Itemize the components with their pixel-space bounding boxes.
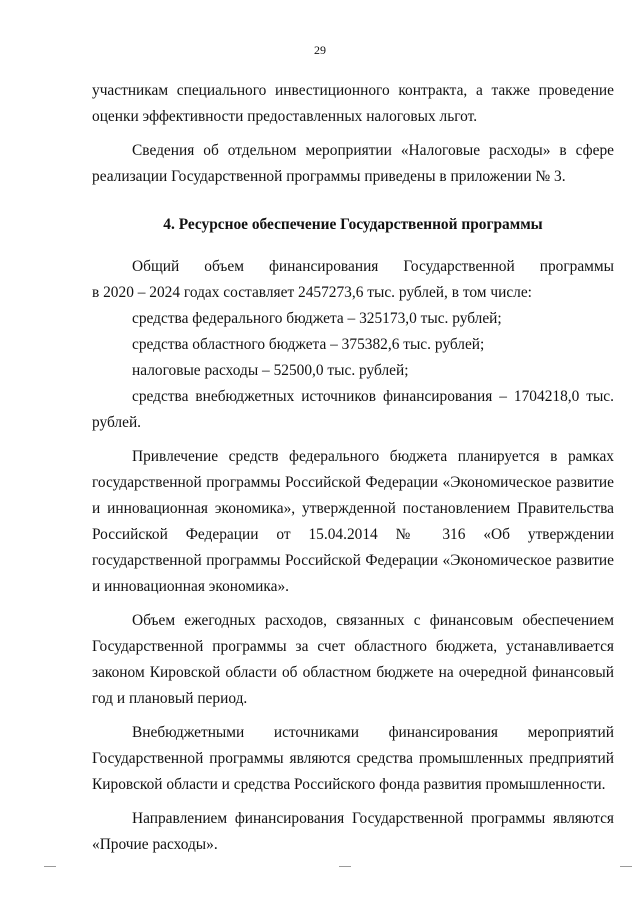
paragraph-funding-direction: Направлением финансирования Государственной программы являются «Прочие расходы». — [92, 810, 614, 853]
list-item-tax: налоговые расходы – 52500,0 тыс. рублей; — [132, 362, 409, 379]
paragraph-tax-expenses: Сведения об отдельном мероприятии «Налоговые расходы» в сфере реализации Государственной программы приведены в приложении № 3. — [92, 142, 614, 185]
footer-mark-center — [339, 866, 351, 867]
footer-mark-left — [44, 866, 56, 867]
document-body — [92, 78, 614, 858]
paragraph-federal-funds: Привлечение средств федерального бюджета планируется в рамках государственной программы Российской Федерации «Экономическое развитие и инновационная экономика», утвержденной постановлением Правительства Российской Федерации от 15.04.2014 № 316 «Об утверждении государственной программы Российской Федерации «Экономическое развитие и инновационная экономика». — [92, 448, 614, 595]
list-item-federal: средства федерального бюджета – 325173,0 тыс. рублей; — [132, 310, 502, 327]
list-item-regional: средства областного бюджета – 375382,6 тыс. рублей; — [132, 336, 485, 353]
paragraph-annual-expenses: Объем ежегодных расходов, связанных с финансовым обеспечением Государственной программы за счет областного бюджета, устанавливается законом Кировской области об областном бюджете на очередной финансовый год и плановый период. — [92, 612, 614, 707]
paragraph-line: оценки эффективности предоставленных налоговых льгот. — [92, 108, 478, 125]
paragraph-extrabudgetary-sources: Внебюджетными источниками финансирования мероприятий Государственной программы являются средства промышленных предприятий Кировской области и средства Российского фонда развития промышленности. — [92, 724, 614, 793]
footer-mark-right — [620, 866, 632, 867]
section-heading: 4. Ресурсное обеспечение Государственной программы — [163, 216, 543, 233]
paragraph-line: в 2020 – 2024 годах составляет 2457273,6 тыс. рублей, в том числе: — [92, 284, 532, 301]
paragraph-line: участникам специального инвестиционного контракта, а также проведение — [92, 82, 614, 99]
list-item-extrabudgetary: средства внебюджетных источников финансирования – 1704218,0 тыс. рублей. — [92, 388, 614, 431]
paragraph-line: Общий объем финансирования Государственной программы — [132, 258, 614, 275]
page-number: 29 — [314, 43, 326, 57]
